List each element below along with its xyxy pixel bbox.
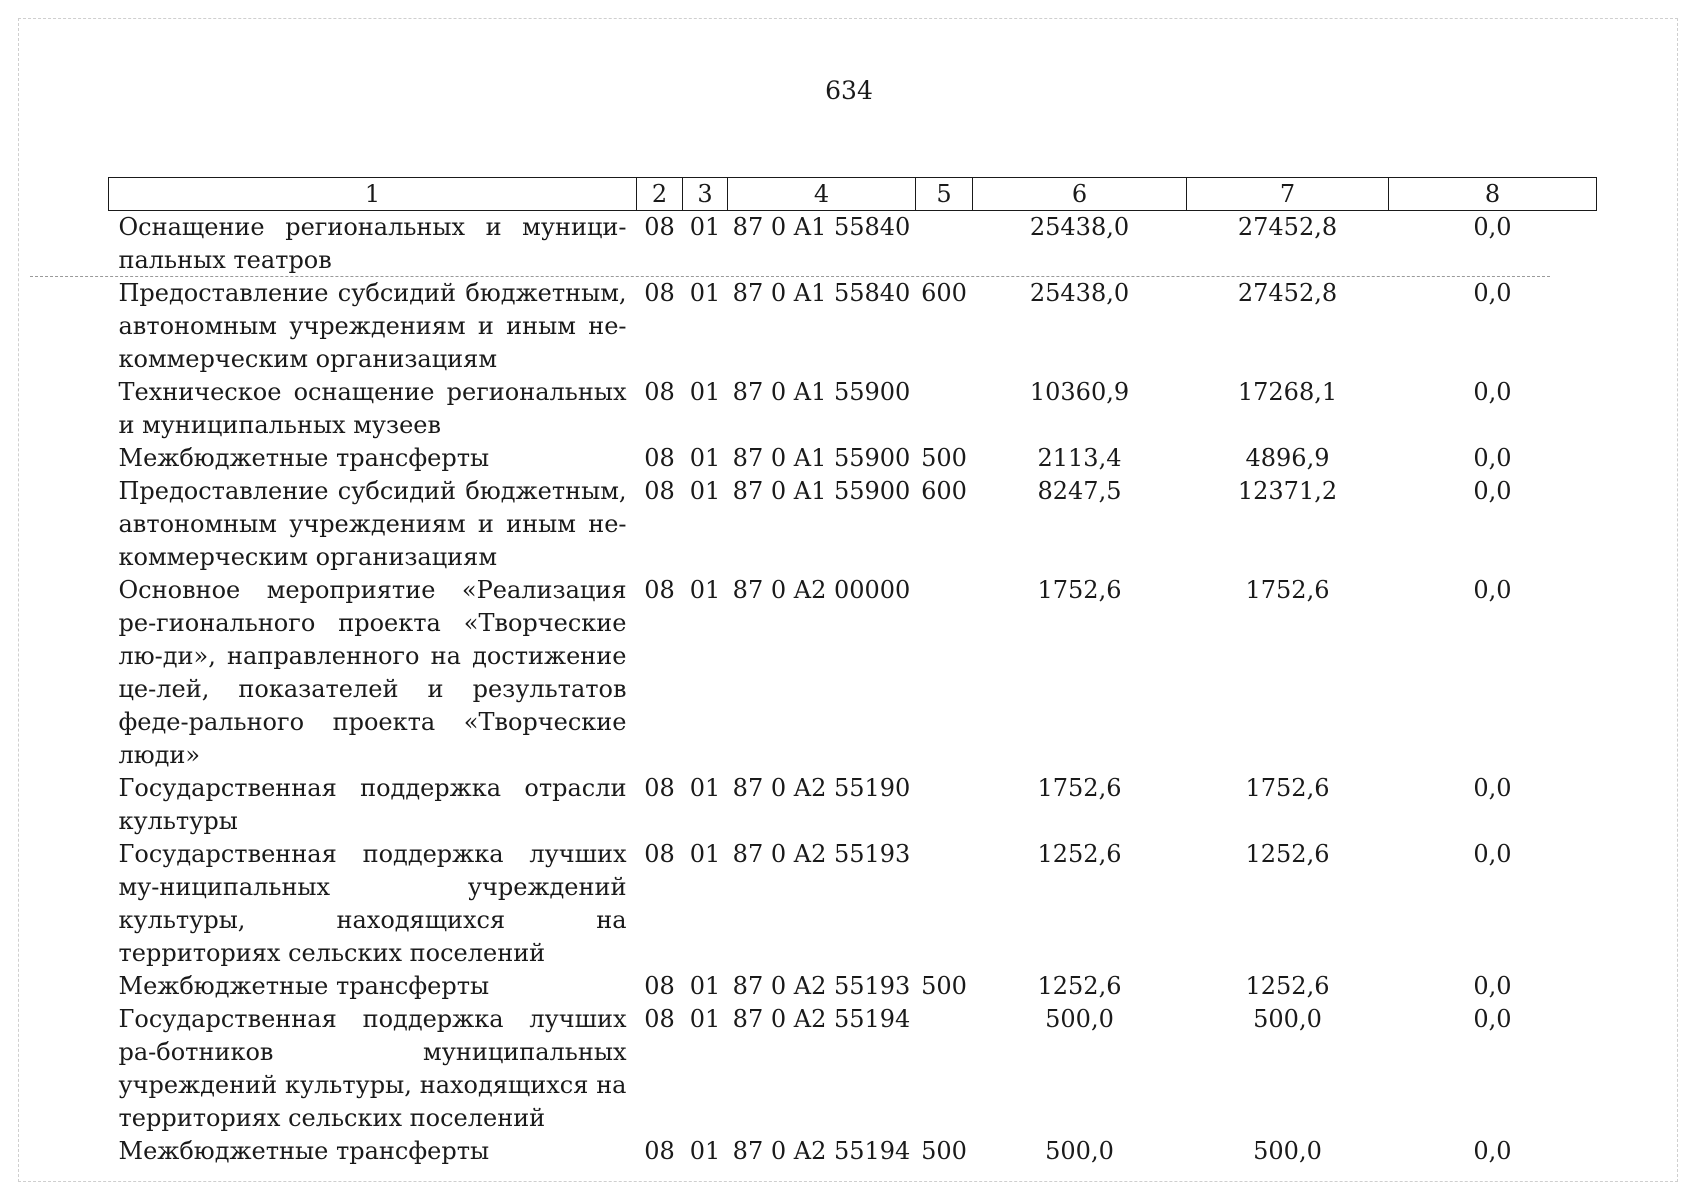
table-row [109,376,1597,442]
col-subsection: 01 [689,1005,721,1033]
col-amount-7: 1752,6 [1245,774,1330,802]
table-row [109,1135,1597,1168]
col-amount-7: 1752,6 [1245,576,1330,604]
col-expense-type: 500 [921,972,967,1000]
col-section: 08 [644,1005,675,1033]
col-subsection: 01 [689,477,721,505]
col-amount-8: 0,0 [1473,279,1512,307]
row-description: Государственная поддержка лучших ра-ботников муниципальных учреждений культуры, находящихся на территориях сельских поселений [118,1005,627,1132]
col-amount-7: 500,0 [1253,1137,1322,1165]
col-amount-6: 2113,4 [1037,444,1122,472]
row-description: Техническое оснащение региональных и муниципальных музеев [118,378,627,439]
row-description: Предоставление субсидий бюджетным, автономным учреждениям и иным не-коммерческим организациям [118,279,627,373]
col-amount-6: 25438,0 [1029,213,1130,241]
col-expense-type [916,211,973,278]
col-subsection: 01 [689,972,721,1000]
header-cell: 7 [1187,178,1389,211]
row-description: Основное мероприятие «Реализация ре-гионального проекта «Творческие лю-ди», направленного на достижение це-лей, показателей и результатов феде-рального проекта «Творческие люди» [118,576,627,769]
col-subsection: 01 [689,774,721,802]
col-section: 08 [644,840,675,868]
row-description: Государственная поддержка отрасли культуры [118,774,627,835]
col-subsection: 01 [689,213,721,241]
col-amount-6: 1752,6 [1037,774,1122,802]
table-body [109,211,1597,1169]
table-row [109,211,1597,278]
col-amount-7: 1252,6 [1245,840,1330,868]
col-target-article: 87 0 A2 55193 [732,972,911,1000]
header-cell: 6 [973,178,1187,211]
col-amount-8: 0,0 [1473,576,1512,604]
col-amount-8: 0,0 [1473,840,1512,868]
col-amount-8: 0,0 [1473,213,1512,241]
col-expense-type [916,838,973,970]
header-cell: 5 [916,178,973,211]
col-amount-6: 1252,6 [1037,840,1122,868]
header-cell: 2 [637,178,683,211]
col-target-article: 87 0 A2 55190 [732,774,911,802]
col-expense-type [916,772,973,838]
col-section: 08 [644,576,675,604]
col-section: 08 [644,1137,675,1165]
col-section: 08 [644,774,675,802]
col-section: 08 [644,279,675,307]
col-amount-6: 500,0 [1045,1137,1114,1165]
col-subsection: 01 [689,1137,721,1165]
col-subsection: 01 [689,840,721,868]
col-amount-8: 0,0 [1473,1137,1512,1165]
row-description: Государственная поддержка лучших му-ниципальных учреждений культуры, находящихся на территориях сельских поселений [118,840,627,967]
col-amount-8: 0,0 [1473,972,1512,1000]
col-amount-6: 1252,6 [1037,972,1122,1000]
col-amount-7: 17268,1 [1237,378,1338,406]
col-amount-7: 1252,6 [1245,972,1330,1000]
budget-table [108,177,1597,1168]
row-description: Предоставление субсидий бюджетным, автономным учреждениям и иным не-коммерческим организациям [118,477,627,571]
header-cell: 4 [728,178,916,211]
col-expense-type: 500 [921,1137,967,1165]
col-section: 08 [644,972,675,1000]
col-amount-7: 4896,9 [1245,444,1330,472]
col-target-article: 87 0 A1 55900 [732,378,911,406]
col-target-article: 87 0 A2 55193 [732,840,911,868]
col-amount-6: 25438,0 [1029,279,1130,307]
col-amount-7: 27452,8 [1237,213,1338,241]
col-amount-8: 0,0 [1473,477,1512,505]
row-description: Оснащение региональных и муници-пальных театров [118,213,627,274]
col-subsection: 01 [689,378,721,406]
col-amount-6: 10360,9 [1029,378,1130,406]
col-amount-7: 12371,2 [1237,477,1338,505]
col-target-article: 87 0 A1 55900 [732,477,911,505]
col-subsection: 01 [689,444,721,472]
table-row [109,475,1597,574]
col-target-article: 87 0 A2 00000 [732,576,911,604]
row-description: Межбюджетные трансферты [118,972,490,1000]
header-cell: 3 [683,178,728,211]
col-amount-8: 0,0 [1473,444,1512,472]
table-header-row [109,178,1597,211]
col-amount-8: 0,0 [1473,1005,1512,1033]
col-expense-type [916,574,973,772]
col-subsection: 01 [689,576,721,604]
col-target-article: 87 0 A2 55194 [732,1005,911,1033]
col-amount-7: 27452,8 [1237,279,1338,307]
col-target-article: 87 0 A1 55900 [732,444,911,472]
col-amount-8: 0,0 [1473,774,1512,802]
page-number: 634 [825,76,873,105]
table-row [109,838,1597,970]
table-row [109,442,1597,475]
col-target-article: 87 0 A1 55840 [732,213,911,241]
table-row [109,772,1597,838]
header-cell: 1 [109,178,637,211]
col-expense-type [916,1003,973,1135]
col-section: 08 [644,477,675,505]
col-amount-7: 500,0 [1253,1005,1322,1033]
table-row [109,1003,1597,1135]
col-target-article: 87 0 A2 55194 [732,1137,911,1165]
table-row [109,970,1597,1003]
col-amount-6: 1752,6 [1037,576,1122,604]
row-description: Межбюджетные трансферты [118,444,490,472]
col-section: 08 [644,213,675,241]
col-section: 08 [644,378,675,406]
row-description: Межбюджетные трансферты [118,1137,490,1165]
col-amount-6: 500,0 [1045,1005,1114,1033]
col-subsection: 01 [689,279,721,307]
col-expense-type: 600 [921,279,967,307]
col-expense-type: 500 [921,444,967,472]
col-expense-type: 600 [921,477,967,505]
col-target-article: 87 0 A1 55840 [732,279,911,307]
header-cell: 8 [1389,178,1597,211]
table-row [109,277,1597,376]
table-row [109,574,1597,772]
col-expense-type [916,376,973,442]
col-section: 08 [644,444,675,472]
col-amount-6: 8247,5 [1037,477,1122,505]
col-amount-8: 0,0 [1473,378,1512,406]
